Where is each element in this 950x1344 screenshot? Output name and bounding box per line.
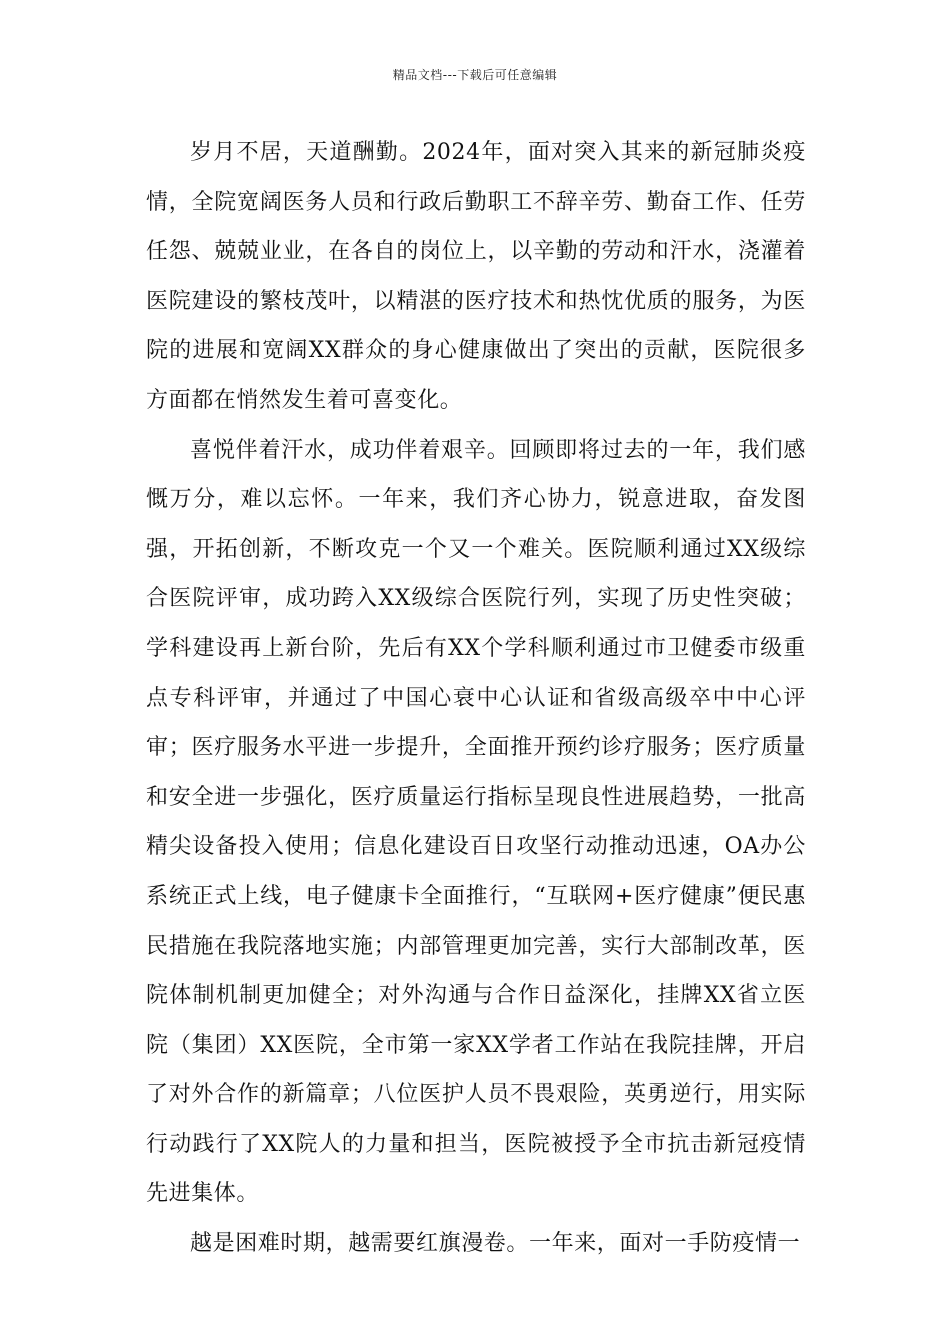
paragraph-1: 岁月不居，天道酬勤。2024年，面对突入其来的新冠肺炎疫情，全院宽阔医务人员和行政后勤职工不辞辛劳、勤奋工作、任劳任怨、兢兢业业，在各自的岗位上，以辛勤的劳动和汗水，浇灌着医院建设的繁枝茂叶，以精湛的医疗技术和热忱优质的服务，为医院的进展和宽阔XX群众的身心健康做出了突出的贡献，医院很多方面都在悄然发生着可喜变化。 <box>146 140 806 413</box>
page-header: 精品文档---下载后可任意编辑 <box>392 68 558 82</box>
paragraph-3: 越是困难时期，越需要红旗漫卷。一年来，面对一手防疫情一 <box>190 1231 801 1257</box>
paragraph-2: 喜悦伴着汗水，成功伴着艰辛。回顾即将过去的一年，我们感慨万分，难以忘怀。一年来，我们齐心协力，锐意进取，奋发图强，开拓创新，不断攻克一个又一个难关。医院顺利通过XX级综合医院评审，成功跨入XX级综合医院行列，实现了历史性突破；学科建设再上新台阶，先后有XX个学科顺利通过市卫健委市级重点专科评审，并通过了中国心衰中心认证和省级高级卒中中心评审；医疗服务水平进一步提升，全面推开预约诊疗服务；医疗质量和安全进一步强化，医疗质量运行指标呈现良性进展趋势，一批高精尖设备投入使用；信息化建设百日攻坚行动推动迅速，OA办公系统正式上线，电子健康卡全面推行，“互联网+医疗健康”便民惠民措施在我院落地实施；内部管理更加完善，实行大部制改革，医院体制机制更加健全；对外沟通与合作日益深化，挂牌XX省立医院（集团）XX医院，全市第一家XX学者工作站在我院挂牌，开启了对外合作的新篇章；八位医护人员不畏艰险，英勇逆行，用实际行动践行了XX院人的力量和担当，医院被授予全市抗击新冠疫情先进集体。 <box>146 437 806 1207</box>
document-body <box>146 128 806 1269</box>
